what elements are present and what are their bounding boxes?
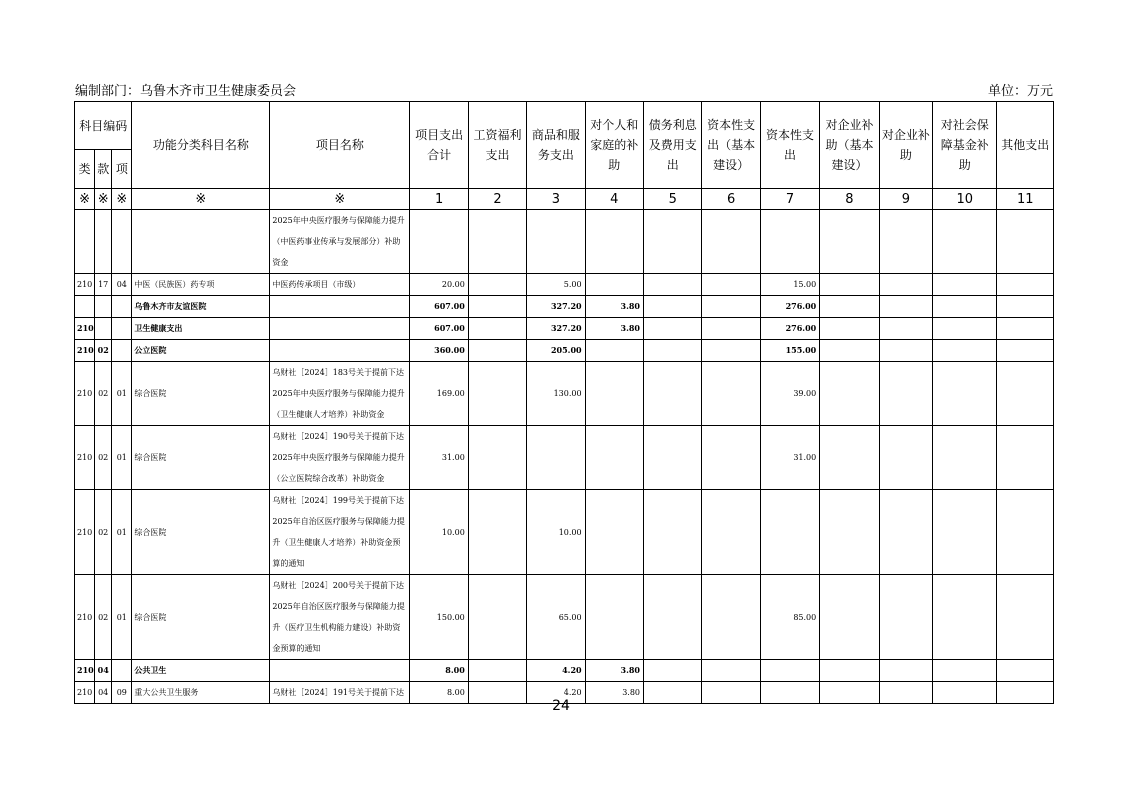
cell-empty xyxy=(997,362,1054,426)
cell-c4 xyxy=(585,575,643,660)
cell-c3 xyxy=(527,210,585,274)
symbol-cell: 3 xyxy=(527,189,585,210)
header-c9: 对企业补助 xyxy=(879,102,932,189)
cell-c1: 20.00 xyxy=(410,274,468,296)
cell-xiang: 01 xyxy=(112,575,132,660)
cell-lei: 210 xyxy=(75,340,95,362)
cell-empty xyxy=(879,362,932,426)
header-code-group: 科目编码 xyxy=(75,102,132,150)
cell-c3: 10.00 xyxy=(527,490,585,575)
cell-c1: 607.00 xyxy=(410,318,468,340)
cell-project: 乌财社［2024］190号关于提前下达2025年中央医疗服务与保障能力提升（公立医院综合改革）补助资金 xyxy=(270,426,410,490)
cell-c7 xyxy=(760,210,819,274)
cell-empty xyxy=(820,274,879,296)
cell-empty xyxy=(879,318,932,340)
cell-empty xyxy=(644,426,702,490)
symbol-cell: 10 xyxy=(933,189,997,210)
cell-func: 乌鲁木齐市友谊医院 xyxy=(132,296,270,318)
symbol-cell: ※ xyxy=(95,189,112,210)
cell-empty xyxy=(702,340,760,362)
cell-c3: 4.20 xyxy=(527,682,585,704)
cell-empty xyxy=(820,490,879,575)
cell-empty xyxy=(879,296,932,318)
header-c10: 对社会保障基金补助 xyxy=(933,102,997,189)
cell-project xyxy=(270,660,410,682)
cell-empty xyxy=(997,274,1054,296)
cell-empty xyxy=(644,575,702,660)
symbol-cell: 9 xyxy=(879,189,932,210)
table-row xyxy=(75,340,1054,362)
cell-empty xyxy=(468,318,526,340)
cell-empty xyxy=(820,296,879,318)
cell-c1: 10.00 xyxy=(410,490,468,575)
cell-kuan: 04 xyxy=(95,660,112,682)
cell-xiang: 01 xyxy=(112,362,132,426)
table-row xyxy=(75,490,1054,575)
cell-empty xyxy=(820,210,879,274)
cell-empty xyxy=(468,575,526,660)
cell-empty xyxy=(933,362,997,426)
cell-empty xyxy=(644,210,702,274)
cell-c1: 360.00 xyxy=(410,340,468,362)
cell-lei xyxy=(75,296,95,318)
cell-c1: 8.00 xyxy=(410,682,468,704)
symbol-cell: ※ xyxy=(270,189,410,210)
cell-func: 公共卫生 xyxy=(132,660,270,682)
department-label: 编制部门：乌鲁木齐市卫生健康委员会 xyxy=(75,84,297,99)
cell-kuan xyxy=(95,296,112,318)
cell-xiang xyxy=(112,318,132,340)
cell-c3: 130.00 xyxy=(527,362,585,426)
header-c3: 商品和服务支出 xyxy=(527,102,585,189)
cell-empty xyxy=(644,340,702,362)
cell-empty xyxy=(933,660,997,682)
cell-empty xyxy=(820,318,879,340)
cell-c4 xyxy=(585,210,643,274)
cell-empty xyxy=(879,490,932,575)
cell-empty xyxy=(933,490,997,575)
cell-func: 综合医院 xyxy=(132,490,270,575)
cell-empty xyxy=(933,575,997,660)
table-row xyxy=(75,318,1054,340)
cell-xiang xyxy=(112,660,132,682)
cell-lei: 210 xyxy=(75,490,95,575)
cell-empty xyxy=(933,210,997,274)
table-row xyxy=(75,660,1054,682)
cell-kuan: 04 xyxy=(95,682,112,704)
cell-func: 综合医院 xyxy=(132,426,270,490)
cell-c4: 3.80 xyxy=(585,660,643,682)
cell-c7: 276.00 xyxy=(760,318,819,340)
cell-project: 2025年中央医疗服务与保障能力提升（中医药事业传承与发展部分）补助资金 xyxy=(270,210,410,274)
cell-empty xyxy=(879,340,932,362)
cell-empty xyxy=(933,318,997,340)
symbol-cell: 1 xyxy=(410,189,468,210)
header-lei: 类 xyxy=(75,150,95,189)
cell-empty xyxy=(820,362,879,426)
cell-empty xyxy=(702,426,760,490)
cell-empty xyxy=(468,340,526,362)
cell-empty xyxy=(702,362,760,426)
cell-c7 xyxy=(760,490,819,575)
cell-empty xyxy=(997,340,1054,362)
cell-empty xyxy=(468,210,526,274)
cell-c1: 169.00 xyxy=(410,362,468,426)
cell-func: 综合医院 xyxy=(132,575,270,660)
cell-empty xyxy=(997,296,1054,318)
cell-empty xyxy=(933,274,997,296)
symbol-cell: 4 xyxy=(585,189,643,210)
cell-empty xyxy=(820,340,879,362)
cell-empty xyxy=(644,296,702,318)
cell-empty xyxy=(468,274,526,296)
cell-c4 xyxy=(585,490,643,575)
cell-empty xyxy=(879,575,932,660)
cell-func: 重大公共卫生服务 xyxy=(132,682,270,704)
cell-c4 xyxy=(585,362,643,426)
cell-empty xyxy=(702,274,760,296)
cell-c7: 31.00 xyxy=(760,426,819,490)
cell-kuan: 02 xyxy=(95,490,112,575)
header-c2: 工资福利支出 xyxy=(468,102,526,189)
cell-empty xyxy=(702,318,760,340)
header-c6: 资本性支出（基本建设） xyxy=(702,102,760,189)
cell-xiang: 01 xyxy=(112,490,132,575)
cell-project xyxy=(270,296,410,318)
cell-lei: 210 xyxy=(75,318,95,340)
cell-c7: 155.00 xyxy=(760,340,819,362)
cell-c7: 85.00 xyxy=(760,575,819,660)
table-row xyxy=(75,210,1054,274)
cell-empty xyxy=(702,490,760,575)
cell-func: 综合医院 xyxy=(132,362,270,426)
cell-lei: 210 xyxy=(75,274,95,296)
cell-project: 中医药传承项目（市级） xyxy=(270,274,410,296)
cell-c1: 8.00 xyxy=(410,660,468,682)
cell-empty xyxy=(644,274,702,296)
cell-empty xyxy=(702,296,760,318)
cell-project xyxy=(270,318,410,340)
symbol-cell: 11 xyxy=(997,189,1054,210)
cell-kuan: 02 xyxy=(95,575,112,660)
header-xiang: 项 xyxy=(112,150,132,189)
cell-empty xyxy=(879,210,932,274)
cell-lei xyxy=(75,210,95,274)
cell-empty xyxy=(468,426,526,490)
cell-project: 乌财社［2024］191号关于提前下达 xyxy=(270,682,410,704)
cell-empty xyxy=(933,296,997,318)
cell-empty xyxy=(702,210,760,274)
cell-project: 乌财社［2024］200号关于提前下达2025年自治区医疗服务与保障能力提升（医疗卫生机构能力建设）补助资金预算的通知 xyxy=(270,575,410,660)
cell-c7: 276.00 xyxy=(760,296,819,318)
header-c8: 对企业补助（基本建设） xyxy=(820,102,879,189)
cell-empty xyxy=(997,210,1054,274)
cell-c4: 3.80 xyxy=(585,682,643,704)
cell-empty xyxy=(997,575,1054,660)
cell-c1: 31.00 xyxy=(410,426,468,490)
cell-empty xyxy=(468,490,526,575)
cell-lei: 210 xyxy=(75,575,95,660)
cell-xiang xyxy=(112,296,132,318)
cell-c3: 327.20 xyxy=(527,318,585,340)
cell-c4: 3.80 xyxy=(585,318,643,340)
cell-xiang: 04 xyxy=(112,274,132,296)
header-kuan: 款 xyxy=(95,150,112,189)
cell-empty xyxy=(820,426,879,490)
cell-project: 乌财社［2024］199号关于提前下达2025年自治区医疗服务与保障能力提升（卫生健康人才培养）补助资金预算的通知 xyxy=(270,490,410,575)
unit-label: 单位：万元 xyxy=(987,84,1053,99)
cell-c3: 5.00 xyxy=(527,274,585,296)
cell-lei: 210 xyxy=(75,682,95,704)
cell-lei: 210 xyxy=(75,660,95,682)
header-c7: 资本性支出 xyxy=(760,102,819,189)
cell-empty xyxy=(933,426,997,490)
header-c1: 项目支出合计 xyxy=(410,102,468,189)
cell-empty xyxy=(997,660,1054,682)
header-c11: 其他支出 xyxy=(997,102,1054,189)
cell-lei: 210 xyxy=(75,362,95,426)
table-row xyxy=(75,362,1054,426)
cell-kuan: 02 xyxy=(95,426,112,490)
symbol-cell: ※ xyxy=(132,189,270,210)
cell-empty xyxy=(644,660,702,682)
symbol-cell: 2 xyxy=(468,189,526,210)
table-body xyxy=(75,210,1054,704)
cell-kuan xyxy=(95,210,112,274)
cell-empty xyxy=(644,318,702,340)
symbol-cell: 5 xyxy=(644,189,702,210)
page-number: 24 xyxy=(552,698,570,714)
cell-project xyxy=(270,340,410,362)
symbol-cell: 6 xyxy=(702,189,760,210)
cell-c7 xyxy=(760,660,819,682)
cell-empty xyxy=(933,340,997,362)
cell-empty xyxy=(644,490,702,575)
cell-c7: 39.00 xyxy=(760,362,819,426)
cell-empty xyxy=(702,575,760,660)
cell-kuan: 02 xyxy=(95,362,112,426)
cell-xiang: 09 xyxy=(112,682,132,704)
cell-c4: 3.80 xyxy=(585,296,643,318)
cell-empty xyxy=(468,660,526,682)
cell-kuan: 02 xyxy=(95,340,112,362)
cell-empty xyxy=(644,362,702,426)
cell-c1 xyxy=(410,210,468,274)
header-project-name: 项目名称 xyxy=(270,102,410,189)
cell-c3: 65.00 xyxy=(527,575,585,660)
cell-c1: 607.00 xyxy=(410,296,468,318)
cell-c3 xyxy=(527,426,585,490)
cell-empty xyxy=(997,426,1054,490)
cell-empty xyxy=(879,660,932,682)
symbol-cell: ※ xyxy=(75,189,95,210)
cell-xiang xyxy=(112,340,132,362)
symbol-cell: 7 xyxy=(760,189,819,210)
cell-c4 xyxy=(585,426,643,490)
cell-empty xyxy=(468,362,526,426)
cell-project: 乌财社［2024］183号关于提前下达2025年中央医疗服务与保障能力提升（卫生健康人才培养）补助资金 xyxy=(270,362,410,426)
cell-empty xyxy=(468,296,526,318)
table-row xyxy=(75,575,1054,660)
cell-c1: 150.00 xyxy=(410,575,468,660)
symbol-cell: ※ xyxy=(112,189,132,210)
cell-c3: 205.00 xyxy=(527,340,585,362)
cell-empty xyxy=(997,490,1054,575)
table-row xyxy=(75,274,1054,296)
cell-c4 xyxy=(585,274,643,296)
cell-empty xyxy=(879,426,932,490)
table-row xyxy=(75,426,1054,490)
cell-c3: 4.20 xyxy=(527,660,585,682)
cell-c3: 327.20 xyxy=(527,296,585,318)
cell-xiang: 01 xyxy=(112,426,132,490)
cell-func: 卫生健康支出 xyxy=(132,318,270,340)
header-c4: 对个人和家庭的补助 xyxy=(585,102,643,189)
cell-empty xyxy=(879,274,932,296)
cell-func xyxy=(132,210,270,274)
cell-empty xyxy=(702,660,760,682)
cell-empty xyxy=(997,318,1054,340)
cell-xiang xyxy=(112,210,132,274)
cell-c4 xyxy=(585,340,643,362)
cell-func: 中医（民族医）药专项 xyxy=(132,274,270,296)
cell-func: 公立医院 xyxy=(132,340,270,362)
cell-kuan xyxy=(95,318,112,340)
symbol-cell: 8 xyxy=(820,189,879,210)
budget-table xyxy=(74,101,1054,704)
cell-empty xyxy=(820,575,879,660)
cell-c7: 15.00 xyxy=(760,274,819,296)
header-func-name: 功能分类科目名称 xyxy=(132,102,270,189)
cell-empty xyxy=(820,660,879,682)
cell-kuan: 17 xyxy=(95,274,112,296)
header-c5: 债务利息及费用支出 xyxy=(644,102,702,189)
cell-lei: 210 xyxy=(75,426,95,490)
table-row xyxy=(75,296,1054,318)
